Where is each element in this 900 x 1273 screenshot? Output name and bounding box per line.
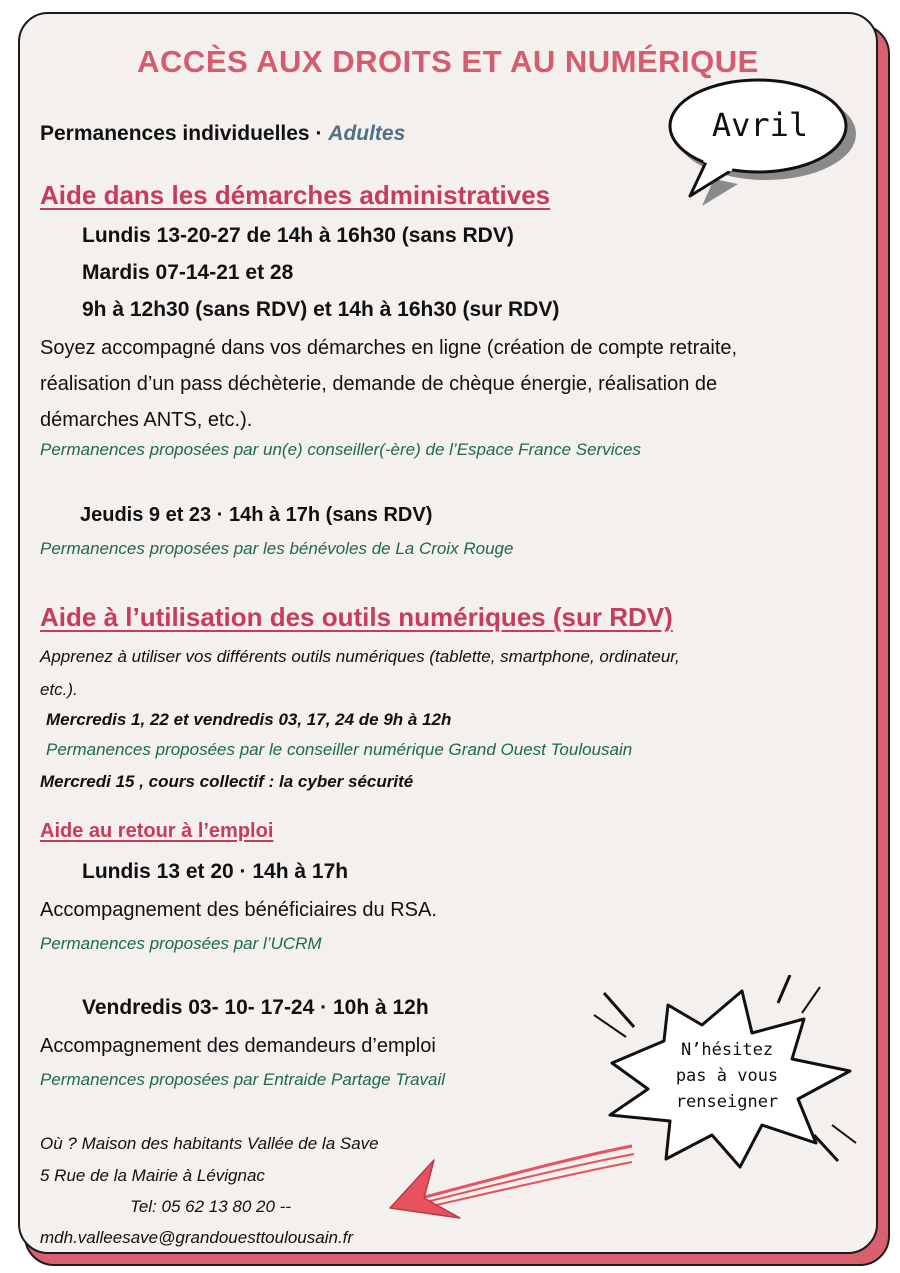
description-line: réalisation d’un pass déchèterie, demande de chèque énergie, réalisation de <box>40 373 718 395</box>
description-line: Accompagnement des demandeurs d’emploi <box>40 1035 436 1057</box>
provider-note: Permanences proposées par un(e) conseiller(-ère) de l’Espace France Services <box>40 440 641 459</box>
pointer-arrow-icon <box>370 1140 640 1230</box>
provider-note: Permanences proposées par les bénévoles de La Croix Rouge <box>40 539 514 558</box>
callout-line: pas à vous <box>675 1066 779 1086</box>
description-line: Apprenez à utiliser vos différents outils numériques (tablette, smartphone, ordinateur, <box>40 647 680 666</box>
provider-note: Permanences proposées par le conseiller numérique Grand Ouest Toulousain <box>46 740 633 759</box>
section-heading-employment: Aide au retour à l’emploi <box>40 820 274 842</box>
callout-line: N’hésitez <box>680 1040 774 1060</box>
callout-text <box>642 1037 812 1115</box>
callout-line: renseigner <box>675 1092 779 1112</box>
schedule-line: Mercredis 1, 22 et vendredis 03, 17, 24 de 9h à 12h <box>46 710 452 729</box>
schedule-line: Mercredi 15 , cours collectif : la cyber sécurité <box>40 772 414 791</box>
schedule-line: Vendredis 03- 10- 17-24 · 10h à 12h <box>82 996 429 1019</box>
contact-email: mdh.valleesave@grandouesttoulousain.fr <box>40 1228 354 1247</box>
provider-note: Permanences proposées par l’UCRM <box>40 934 322 953</box>
month-label: Avril <box>711 106 809 144</box>
section-heading-digital: Aide à l’utilisation des outils numériques (sur RDV) <box>40 602 673 632</box>
subtitle-main: Permanences individuelles · <box>40 122 329 145</box>
schedule-line: Jeudis 9 et 23 · 14h à 17h (sans RDV) <box>80 504 433 526</box>
section-heading-admin: Aide dans les démarches administratives <box>40 180 551 210</box>
provider-note: Permanences proposées par Entraide Partage Travail <box>40 1070 446 1089</box>
schedule-line: Lundis 13 et 20 · 14h à 17h <box>82 860 349 883</box>
schedule-line: Lundis 13-20-27 de 14h à 16h30 (sans RDV) <box>82 224 514 247</box>
contact-address: Où ? Maison des habitants Vallée de la Save <box>40 1134 379 1153</box>
audience-label: Adultes <box>328 122 406 145</box>
description-line: Accompagnement des bénéficiaires du RSA. <box>40 899 437 921</box>
month-speech-bubble <box>660 68 860 208</box>
description-line: démarches ANTS, etc.). <box>40 409 253 431</box>
description-line: Soyez accompagné dans vos démarches en ligne (création de compte retraite, <box>40 337 738 359</box>
description-line: etc.). <box>40 680 78 699</box>
contact-phone: Tel: 05 62 13 80 20 -- <box>130 1197 291 1216</box>
schedule-line: 9h à 12h30 (sans RDV) et 14h à 16h30 (sur RDV) <box>82 298 560 321</box>
page-title: ACCÈS AUX DROITS ET AU NUMÉRIQUE <box>137 44 759 79</box>
subtitle <box>40 122 405 146</box>
schedule-line: Mardis 07-14-21 et 28 <box>82 261 294 284</box>
contact-street: 5 Rue de la Mairie à Lévignac <box>40 1166 265 1185</box>
